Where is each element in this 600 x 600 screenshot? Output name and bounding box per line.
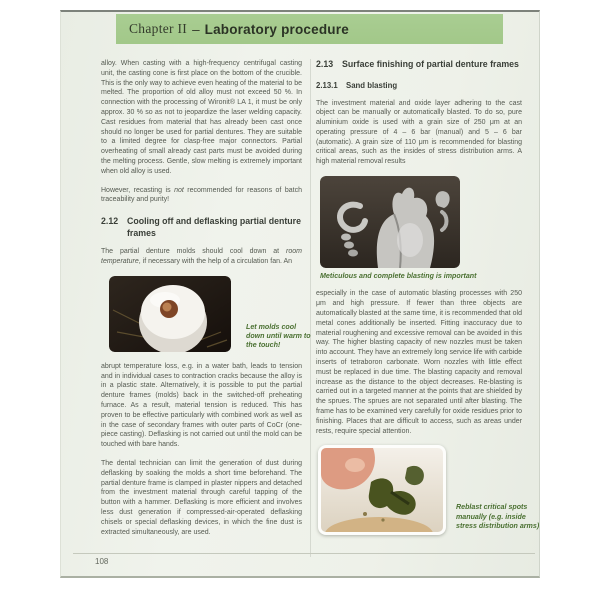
blasted-frames-photo [320,176,460,268]
paragraph-cooling-post: , if necessary with the help of a circulation fan. An [138,257,293,265]
figure-blasting [320,176,522,281]
section-heading-2-12 [101,216,302,239]
section-heading-2-13 [316,59,522,71]
paragraph-alloy: alloy. When casting with a high-frequency centrifugal casting unit, the casting cone is first place on the bottom of the crucible. This is the only way to achieve even heating of the material to be melted. The proportion of old alloy must not exceed 50 %. In connection with the processing of Wironit® LA 1, it must be only approx. 30 % so as not to jeopardize the laser welding capacity. Cast residues from material that has already been cast once should no longer be used for partial dentures. They are suitable to a limited degree for clasp-free major connectors. Partial overheating of small already cast parts must be avoided during the melting process. Gentle, slow melting is extremely important when old alloy is used. [101,60,302,175]
chapter-banner [116,14,503,44]
left-column [101,59,311,546]
page-number: 108 [95,557,109,566]
chapter-label: Chapter II [129,21,188,36]
paragraph-dust: The dental technician can limit the generation of dust during deflasking by soaking the molds a short time beforehand. The partial denture frame is clamped in plaster nippers and detached from the investment material through careful tapping of the button with a hammer. Deflasking is more efficient and involves less dust generation if compressed-air-operated deflasking chisels or special deflasking devices, in which the fine dust is extracted simultaneously, are used. [101,459,302,536]
book-page [60,10,540,578]
paragraph-cooling-emph: room temperature [101,248,302,265]
right-column [316,59,540,545]
section-2-13-number: 2.13 [316,59,334,69]
figure-reblast-caption: Reblast critical spots manually (e.g. inside stress distribution arms) [456,503,540,531]
photo-frame [318,445,446,535]
paragraph-cooling-intro [101,247,302,267]
section-2-12-title: Cooling off and deflasking partial denture frames [127,216,301,238]
section-2-12-number: 2.12 [101,216,119,227]
column-divider [310,59,311,557]
mold-photo [109,276,231,352]
paragraph-abrupt: abrupt temperature loss, e.g. in a water bath, leads to tension and in individual cases to contraction cracks because the alloy is in a plastic state. Alternatively, it is possible to put the partial denture frames (molds) back in the switched-off preheating furnace. As a result, material tension is reduced. This has proven to be effective particularly with combined work as well as in the case of secondary frames with outer parts of CoCr (one-piece casting). Deflasking is not carried out until the mold can be touched with bare hands. [101,362,302,449]
figure-mold [109,276,311,352]
reblast-photo [321,448,443,532]
paragraph-recasting-pre: However, recasting is [101,186,175,194]
paragraph-recasting-emph: not [174,186,184,194]
section-2-13-title: Surface finishing of partial denture frames [342,59,519,69]
paragraph-cooling-pre: The partial denture molds should cool down at [101,248,287,256]
paragraph-blasting: The investment material and oxide layer adhering to the cast object can be manually or automatically blasted. To do so, pure aluminium oxide is used with a grain size of 250 μm at an operating pressure of 4 – 6 bar (manual) and 5 – 6 bar (automatic). A grain size of 110 μm is recommended for blasting critical areas, such as the insides of stress distribution arms. A high material removal results [316,99,522,166]
figure-mold-caption: Let molds cool down until warm to the touch! [246,322,311,350]
chapter-separator: – [192,21,200,37]
chapter-title: Laboratory procedure [204,21,349,37]
figure-blasting-caption: Meticulous and complete blasting is important [320,272,477,281]
figure-reblast [318,445,540,537]
section-heading-2-13-1 [316,81,522,91]
footer-rule [73,553,535,554]
paragraph-recasting [101,186,302,206]
paragraph-especially: especially in the case of automatic blasting processes with 250 μm and high pressure. If fewer than three objects are automatically blasted at the same time, it is recommended that old metal cones additionally be inserted. Fitting inaccuracy due to material roughening and excessive removal can be avoided in this way. The higher blasting capacity of new nozzles must be taken into account. They have an extremely long service life with carbide inserts of tetraboron carbonate. Worn nozzles with little effect must be replaced in due time. The blasting capacity and removal increase as the distance to the object decreases. Re-blasting is carried out in a targeted manner at the points that are shielded by the sprues. The sprues are not separated until after blasting. The frame has to be examined very carefully for oxide residues prior to finishing. Places that are difficult to access, such as areas under rests, require special attention. [316,290,522,435]
section-2-13-1-title: Sand blasting [346,80,398,90]
paragraph-recasting-post: recommended for reasons of batch traceability and purity! [101,186,302,204]
section-2-13-1-number: 2.13.1 [316,80,338,90]
